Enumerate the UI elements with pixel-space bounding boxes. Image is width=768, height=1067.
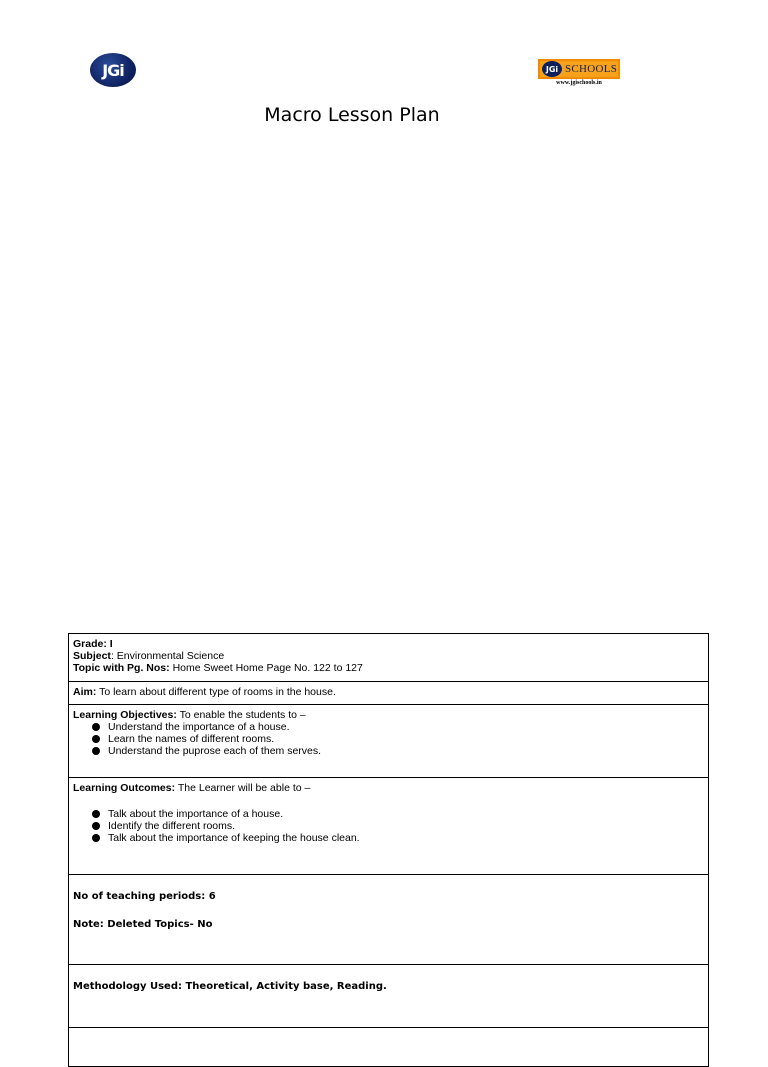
row-differentiation (69, 1028, 709, 1067)
list-item: Talk about the importance of keeping the house clean. (73, 832, 704, 844)
lesson-plan-table (68, 633, 709, 1067)
page-title: Macro Lesson Plan (264, 104, 440, 126)
jgi-logo-left (90, 53, 136, 87)
row-grade-subject-topic (69, 634, 709, 682)
row-outcomes (69, 778, 709, 875)
outcomes-intro: The Learner will be able to – (177, 782, 311, 794)
objectives-heading (73, 709, 704, 721)
jgi-schools-badge: JGi (542, 61, 562, 77)
topic-value: Home Sweet Home Page No. 122 to 127 (172, 662, 363, 674)
grade-line (73, 638, 704, 650)
list-item: Understand the importance of a house. (73, 721, 704, 733)
topic-label: Topic with Pg. Nos: (73, 662, 170, 674)
jgi-logo-text: JGi (102, 60, 124, 80)
list-item: Talk about the importance of a house. (73, 808, 704, 820)
topic-line (73, 662, 704, 674)
aim-label: Aim: (73, 686, 97, 698)
aim-value: To learn about different type of rooms in the house. (99, 686, 336, 698)
cell-periods-note (69, 875, 709, 965)
row-methodology (69, 965, 709, 1028)
cell-methodology (69, 965, 709, 1028)
list-item: Understand the puprose each of them serves. (73, 745, 704, 757)
jgi-schools-logo-box (538, 59, 620, 79)
objectives-list (73, 721, 704, 757)
methodology-used: Methodology Used: Theoretical, Activity base, Reading. (73, 981, 387, 992)
jgi-schools-name: SCHOOLS (565, 63, 618, 75)
cell-differentiation (69, 1028, 709, 1067)
subject-label: Subject (73, 650, 111, 662)
grade-value: I (109, 638, 113, 650)
teaching-periods: No of teaching periods: 6 (73, 891, 216, 902)
row-aim (69, 682, 709, 705)
list-item: Identify the different rooms. (73, 820, 704, 832)
objectives-label: Learning Objectives: (73, 709, 177, 721)
cell-objectives (69, 705, 709, 778)
jgi-schools-logo (538, 59, 620, 86)
outcomes-label: Learning Outcomes: (73, 782, 176, 794)
list-item: Learn the names of different rooms. (73, 733, 704, 745)
row-periods-note (69, 875, 709, 965)
cell-outcomes (69, 778, 709, 875)
outcomes-heading (73, 782, 704, 794)
deleted-topics-note: Note: Deleted Topics- No (73, 919, 213, 930)
grade-label: Grade: (73, 638, 107, 650)
subject-value: : Environmental Science (110, 650, 225, 662)
outcomes-list (73, 808, 704, 844)
cell-grade-subject-topic (69, 634, 709, 682)
subject-line (73, 650, 704, 662)
cell-aim (69, 682, 709, 705)
row-objectives (69, 705, 709, 778)
objectives-intro: To enable the students to – (179, 709, 306, 721)
jgi-schools-url: www.jgischools.in (556, 80, 602, 86)
